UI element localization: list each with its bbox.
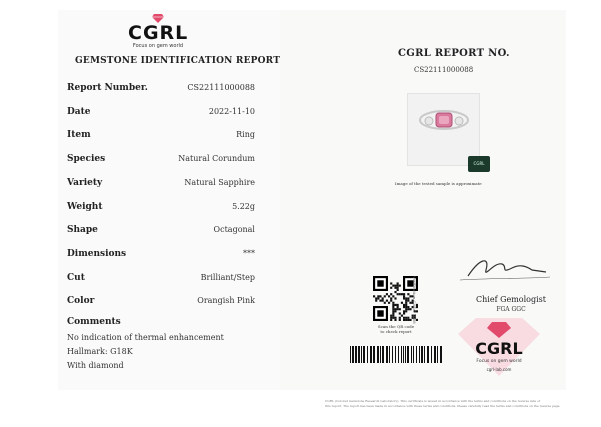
field-row	[67, 249, 255, 263]
comments-title: Comments	[67, 317, 121, 327]
field-value: Brilliant/Step	[200, 272, 255, 282]
comment-line: With diamond	[67, 361, 124, 370]
field-row	[67, 83, 255, 97]
signature-title: Chief Gemologist	[476, 295, 546, 304]
signature	[460, 248, 550, 288]
footer-line: CGRL (Colored Gemstone Research Laboratory). This certificate is issued in accordance with the terms and conditions on the reverse side of	[325, 399, 541, 403]
watermark-url: cgrl-lab.com	[486, 367, 512, 372]
field-label: Color	[67, 296, 95, 307]
comment-line: No indication of thermal enhancement	[67, 333, 224, 342]
field-row	[67, 202, 255, 216]
watermark-tagline: Focus on gem world	[476, 359, 522, 364]
field-label: Shape	[67, 225, 98, 236]
report-title: GEMSTONE IDENTIFICATION REPORT	[75, 56, 281, 66]
signature-credentials: FGA GGC	[496, 306, 526, 313]
ring-icon	[408, 94, 479, 165]
field-label: Species	[67, 154, 106, 165]
field-value: ***	[243, 248, 255, 258]
field-label: Report Number.	[67, 83, 148, 93]
gem-watermark-icon	[456, 316, 542, 378]
qr-caption-line: Scan the QR code	[377, 324, 415, 329]
qr-caption-line: to check report	[380, 329, 412, 334]
sample-tag-card: CGRL	[468, 156, 490, 172]
field-label: Variety	[67, 177, 103, 188]
field-row	[67, 130, 255, 144]
field-label: Weight	[67, 201, 103, 212]
field-row	[67, 296, 255, 310]
brand-name: CGRL	[128, 22, 189, 44]
barcode	[350, 346, 443, 363]
field-row	[67, 178, 255, 192]
qr-caption	[374, 324, 418, 334]
field-value: 2022-11-10	[208, 106, 255, 116]
verification-code: Verification Code: 1088	[412, 276, 417, 324]
watermark-logo	[456, 316, 542, 378]
footer-line: this report. The report has been made in accordance with these terms and conditions. Please carefully read the terms and conditions on the reverse page.	[325, 404, 561, 408]
field-value: Octagonal	[213, 225, 255, 235]
field-value: Natural Corundum	[178, 154, 255, 164]
comment-line: Hallmark: G18K	[67, 347, 133, 356]
field-value: CS22111000088	[187, 83, 255, 92]
field-row	[67, 273, 255, 287]
report-no-value: CS22111000088	[414, 66, 474, 74]
field-label: Item	[67, 130, 91, 141]
field-value: Ring	[236, 130, 255, 140]
field-label: Cut	[67, 272, 85, 283]
field-row	[67, 225, 255, 239]
watermark-brand: CGRL	[475, 339, 523, 358]
field-label: Dimensions	[67, 248, 127, 259]
field-label: Date	[67, 106, 91, 117]
field-row	[67, 107, 255, 121]
field-row	[67, 154, 255, 168]
field-value: 5.22g	[232, 201, 255, 211]
field-value: Natural Sapphire	[184, 177, 255, 187]
image-caption: Image of the tested sample is approximate	[395, 181, 482, 186]
brand-logo	[128, 14, 188, 49]
brand-tagline: Focus on gem world	[132, 43, 184, 49]
field-value: Orangish Pink	[197, 296, 255, 306]
report-no-title: CGRL REPORT NO.	[398, 48, 510, 59]
